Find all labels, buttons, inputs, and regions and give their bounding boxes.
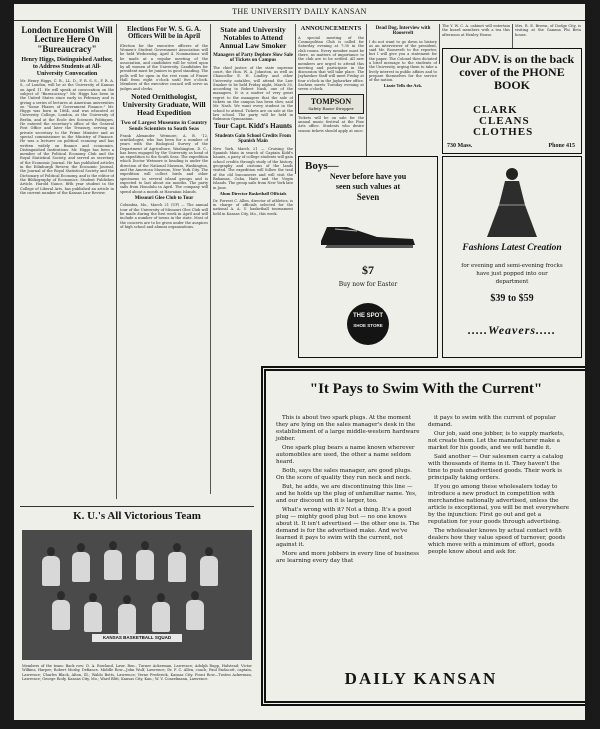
column-rule <box>366 24 367 174</box>
swim-signature: DAILY KANSAN <box>344 669 498 688</box>
swim-left-column <box>276 415 420 567</box>
swim-paragraph: Said another — Our salesmen carry a catalog with thousands of items in it. They haven't the time to push unadvertised goods. Their work is principally taking orders. <box>428 454 564 481</box>
masthead <box>14 4 585 21</box>
announcements-body-2: Tickets will be on sale for the annual music festival at the Fine Arts office. Students who desire season tickets should apply at once. <box>298 115 364 133</box>
weavers-headline: Fashions Latest Creation <box>462 243 562 253</box>
player-figure <box>72 552 90 582</box>
law-smoker-subhead: Managers of Party Deplore Slow Sale of Tickets on Campus <box>213 52 293 64</box>
personal-body: Mrs. R. E. Brown, of Dodge City, is visiting at the Gamma Phi Beta house. <box>515 24 581 37</box>
spot-line-1: Never before have you <box>329 172 407 181</box>
team-caption: Members of the team: Back row: D. A. Rowland, Lawr. Ren., Turner Ackerman, Lawrence; Adolph Rupp, Halstead; Victor Wilkins, Harper; Robert Mosby, Defiance. Middle Row—John Wulf, Lawrence; Dr. F. C. Allen, coach; Paul Endacott, captain, Lawrence; Charles Black, Alton, Ill.; Waldo Botts, Lawrence; Verne Frederick, Kansas City. Front Row—Tusten Ackerman, Lawrence; George Rody, Kansas City, Mo.; Ward Blitt, Kansas City, Kan.; W. V. Conzelmann, Lawrence. <box>22 664 252 681</box>
weavers-price: $39 to $59 <box>490 293 534 304</box>
weavers-line-2: have just popped into our <box>476 271 548 277</box>
player-figure <box>136 550 154 580</box>
swim-headline: "It Pays to Swim With the Current" <box>309 381 543 397</box>
glee-club-body: Columbia, Mo., March 21 (UP) — The annual tour of the University of Missouri Glee Club will be made during the first week in April and will include a number of towns in the state. Most of the concerts are to be given under the auspices of high school and alumni organizations. <box>120 203 208 229</box>
column-rule <box>116 24 117 499</box>
column-rule <box>439 24 440 64</box>
weavers-line-1: for evening and semi-evening frocks <box>461 263 563 269</box>
spot-line-3: Seven <box>356 192 380 202</box>
london-economist-headline: London Economist Will Lecture Here On "Bureaucracy" <box>21 25 113 54</box>
weavers-ad <box>442 156 582 358</box>
masthead-title: THE UNIVERSITY DAILY KANSAN <box>232 7 367 16</box>
player-figure <box>84 602 102 632</box>
swim-paragraph: Both, says the sales manager, are good plugs. On the score of quality they run neck and neck. <box>276 468 412 481</box>
player-figure <box>52 600 70 630</box>
london-economist-subhead: Henry Higgs, Distinguished Author, to Address Students at All-University Convocation <box>21 57 113 77</box>
dress-illustration <box>483 165 541 239</box>
ywca-body: The Y. W. C. A. cabinet will entertain the board members with a tea this afternoon at Henley House. <box>442 24 510 37</box>
team-banner: KANSAS BASKETBALL SQUAD <box>92 634 182 642</box>
column-elections <box>120 24 208 494</box>
swim-paragraph: If you go among these wholesalers today to introduce a new product in competition with merchandise nationally advertised, unless the article is exceptional, you will be met everywhere by the injunction: First go out and get a reputation for your goods through advertising. <box>428 484 570 525</box>
team-photo <box>22 530 252 660</box>
player-figure <box>118 604 136 634</box>
elections-body: Election for the executive officers of the Women's Student Government Association will be held Wednesday, April 4. Nominations will be made at a regular meeting of the association, and candidates will be voted upon by all women of the University. Candidates for president must be juniors in good standing. The polls will be open in the rest room of Fraser Hall from eight o'clock until five o'clock. Members of the executive council will serve as judges and clerks. <box>120 43 208 91</box>
newspaper-page <box>14 4 585 720</box>
tompson-ad <box>298 94 364 114</box>
basketball-officials-body: Dr. Forrest C. Allen, director of athletics, is in charge of officials selected for the national A. A. U. basketball tournament held in Kansas City, Mo., this week. <box>213 198 293 216</box>
law-smoker-headline: State and University Notables to Attend Annual Law Smoker <box>219 25 287 50</box>
glee-club-headline: Missouri Glee Club to Tour <box>134 195 194 201</box>
roosevelt-caption: Lizzie Tells the Ark. <box>383 83 423 89</box>
swim-paragraph: Our job, said one jobber, is to supply markets, not create them. Let the manufacturer make a market for his goods, and we will handle it. <box>428 431 565 451</box>
clark-logo <box>473 105 553 138</box>
swim-paragraph: One spark plug bears a name known wherever automobiles are used, the other a name seldom heard. <box>276 445 415 465</box>
swim-paragraph: More and more jobbers in every line of business are learning every day that <box>276 551 420 564</box>
roosevelt-headline: Dead Dog, Interview with Roosevelt <box>375 26 431 37</box>
clark-cleans-ad <box>442 48 582 154</box>
weavers-brand: .....Weavers..... <box>467 323 557 337</box>
weavers-line-3: department <box>495 279 529 285</box>
column-roosevelt <box>369 24 437 172</box>
capt-kidd-headline: Tour Capt. Kidd's Haunts <box>214 122 292 131</box>
swim-paragraph: What's wrong with it? Not a thing. It's a good plug — mighty good plug but — no one knows about it. It isn't advertised — the other one is. The demand is for the advertised make. And we've learned it pays to swim with the current, not against it. <box>276 507 420 548</box>
spot-cta: Buy now for Easter <box>338 281 398 288</box>
spot-line-2: seen such values at <box>335 182 401 191</box>
player-figure <box>168 552 186 582</box>
player-figure <box>186 600 204 630</box>
column-rule <box>295 24 296 174</box>
player-figure <box>200 556 218 586</box>
capt-kidd-body: New York, March 21 — Cruising the Spanish Main in search of Captain Kidd's haunts, a party of college students will gain school credits through study of the history, geography and customs of the lands visited. The expedition will follow the trail of the old buccaneers and will visit the Bahamas, Cuba, Haiti and the Virgin Islands. The group sails from New York late in June. <box>213 146 293 190</box>
column-rule <box>210 24 211 494</box>
swim-right-column <box>428 415 572 558</box>
london-economist-body: Mr. Henry Higgs, C. B., LL. D., F. R. S. S., F. R. A. S., of London, will be at the University of Kansas on April 11. He will speak at convocation on the subject of "Bureaucracy." Mr. Higgs has been in the United States since early in February and is giving a series of lectures at American universities on "Some Phases of Government Finance." Mr. Higgs was born in 1864, and was educated at University College, London, at the University of Berlin, and at the Ecole des Sciences Politiques. He entered the secretary's office of the General Post Office and later the Treasury, serving as private secretary to the Prime Minister and as special commissioner in the Ministry of Finance. He was a lecturer on political economy and has written widely on finance and economics. Distinguished Institutions. Mr. Higgs has been a member of the Political Economy Club and the Royal Statistical Society, and served as secretary of the Economic Journal. He has published articles in the Edinburgh Review, the Economic Journal, the Journal of the Royal Statistical Society and the Dictionary of Political Economy, and is the editor of the Bibliography of Economics. Student Publishes Article. Harold Nance, fifth year student in the College of Liberal Arts, has published an article in the current number of the Kansas Law Review. <box>20 79 114 195</box>
ornithologist-body: Frank Alexander Wetmore, A. B. '12, ornithologist, who has been for a number of years with the Biological Survey of the Department of Agriculture, Washington, D. C., has been engaged by the University as head of an expedition to the South Seas. The expedition which Doctor Wetmore is heading is under the direction of the National Museum, Washington, and the American Museum, New York City. The expedition will collect birds and other specimens in several island groups and is expected to last about six months. The party sails from Honolulu in April. The company will spend about a month at Hawaiian Islands. <box>120 133 208 194</box>
elections-headline: Elections For W. S. G. A. Officers Will be in April <box>127 25 201 41</box>
clark-name-3: CLOTHES <box>473 126 534 138</box>
spot-logo-badge <box>347 303 389 345</box>
announcements-headline: ANNOUNCEMENTS <box>300 25 362 32</box>
swim-paragraph: it pays to swim with the current of popular demand. <box>428 415 556 428</box>
column-london-economist <box>20 24 114 499</box>
tompson-tagline: Safety Razor Stropper <box>308 105 354 111</box>
player-figure <box>152 602 170 632</box>
law-smoker-body: The chief justice of the state supreme court, the Hon. W. A. Johnston, as well as Chancellor E. H. Lindley and other University notables, will attend the Law Smoker to be held Friday night, March 30, according to Robert Nash, one of the managers. It is a matter of very great regret to the managers that the sale of tickets on the campus has been slow, said Mr. Nash. We want every student in the school to attend. Tickets are on sale at the law school. The party will be held in Robinson Gymnasium. <box>213 65 293 122</box>
shoe-illustration <box>317 219 419 249</box>
swim-paragraph: But, he adds, we are discontinuing this line — and he holds up the plug of unfamiliar name. Yes, and our discount on it is larger, too. <box>276 484 417 504</box>
team-section-header <box>20 506 254 529</box>
clark-address: 730 Mass. <box>447 143 473 149</box>
basketball-officials-headline: Alum Director Basketball Officials <box>219 190 287 196</box>
team-headline: K. U.'s All Victorious Team <box>73 510 201 522</box>
announcements-body: A special meeting of the Cosmopolitan Club is called for Saturday evening at 7:30 in the club rooms. Every member must be there, as matters of importance to the club are to be settled. All new members are urged to attend this meeting and participate in the discussion that will take place. The Jayhawker Staff will meet Friday at four o'clock in the Jayhawker office. Sachem meets Tuesday evening at seven o'clock. <box>298 35 364 92</box>
player-figure <box>104 550 122 580</box>
tompson-brand: TOMPSON <box>310 96 352 106</box>
ornithologist-headline: Noted Ornithologist, University Graduate, Will Head Expedition <box>122 91 206 117</box>
spot-logo-top: THE SPOT <box>352 313 383 319</box>
column-announcements <box>298 24 364 172</box>
spot-shoe-ad <box>298 156 438 358</box>
swim-with-current-ad <box>261 366 585 706</box>
clark-name-1: CLARK <box>473 104 518 116</box>
spot-title: Boys— <box>305 160 339 172</box>
swim-paragraph: This is about two spark plugs. At the moment they are lying on the sales manager's desk in the establishment of a large middle-western hardware jobber. <box>276 415 420 442</box>
column-law-smoker <box>213 24 293 354</box>
clark-name-2: CLEANS <box>479 115 530 127</box>
clark-headline: Our ADV. is on the back cover of the PHONE BOOK <box>449 52 575 92</box>
roosevelt-body: I do not want to go down in history as an interviewer of the president, said Mr. Roosevelt to the reporter, but I will give you a statement for the paper. The Colonel then dictated a brief message to the students of the University, urging them to take a lively interest in public affairs and to prepare themselves for the service of the nation. <box>369 39 437 83</box>
ornithologist-subhead: Two of Largest Museums in Country Sends Scientists to South Seas <box>120 119 208 132</box>
spot-price: $7 <box>362 263 374 277</box>
capt-kidd-subhead: Students Gain School Credits From Spanish Main <box>215 133 291 145</box>
spot-logo-bottom: SHOE STORE <box>353 323 383 328</box>
clark-phone: Phone 415 <box>548 143 575 149</box>
swim-paragraph: The wholesaler knows by actual contact with dealers how they value speed of turnover, goods which move with a minimum of effort, goods people know about and ask for. <box>428 528 566 555</box>
player-figure <box>42 556 60 586</box>
